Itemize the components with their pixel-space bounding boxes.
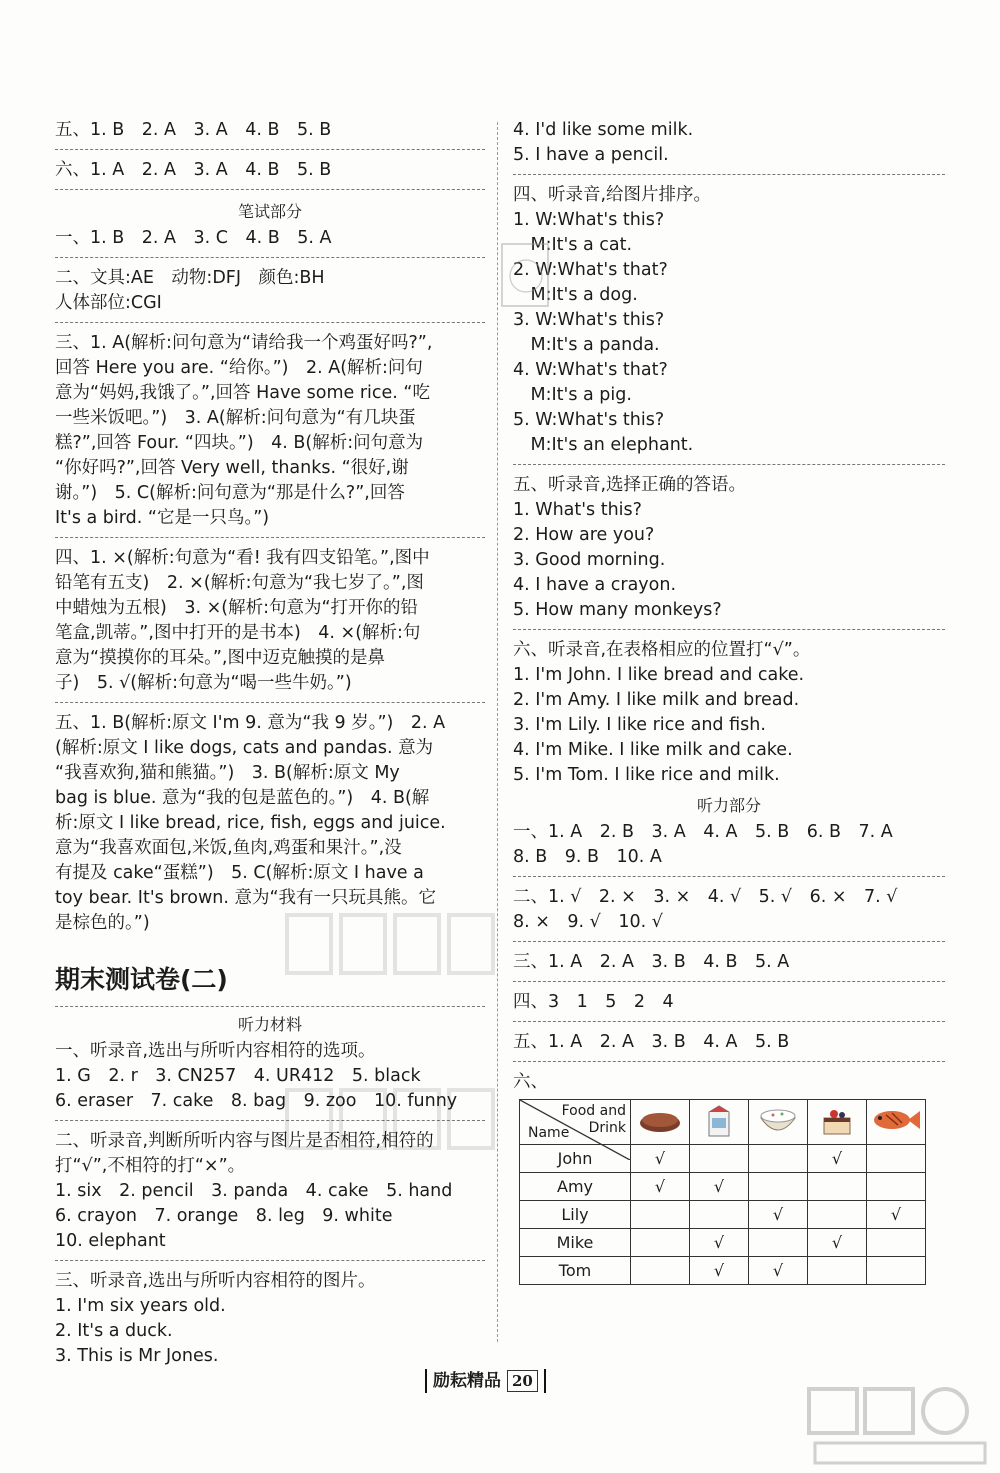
mark-cell	[749, 1173, 808, 1201]
header-name-label: Name	[528, 1125, 570, 1141]
mark-cell	[808, 1257, 867, 1285]
question-line: 5. How many monkeys?	[513, 600, 722, 620]
answer-line: 意为“我喜欢面包,米饭,鱼肉,鸡蛋和果汁。”,没	[55, 838, 402, 858]
answer-line: 一、1. A 2. B 3. A 4. A 5. B 6. B 7. A	[513, 822, 893, 842]
question-line: 4. I have a crayon.	[513, 575, 677, 595]
question-line: 3. Good morning.	[513, 550, 666, 570]
mark-cell: √	[631, 1173, 690, 1201]
question-line: M:It's a panda.	[513, 335, 660, 355]
question-line: 3. W:What's this?	[513, 310, 665, 330]
question-block	[513, 638, 945, 788]
mark-cell	[867, 1173, 926, 1201]
brand-label	[425, 1369, 546, 1393]
mark-cell	[690, 1145, 749, 1173]
table-row	[520, 1257, 926, 1285]
answer-block	[55, 331, 485, 538]
question-line: 一、听录音,选出与所听内容相符的选项。	[55, 1041, 376, 1061]
section-title: 听力部分	[696, 796, 761, 815]
question-line: 2. How are you?	[513, 525, 655, 545]
mark-cell: √	[690, 1229, 749, 1257]
question-line: 1. I'm John. I like bread and cake.	[513, 665, 805, 685]
answer-line: 笔盒,凯蒂。”,图中打开的是书本) 4. ×(解析:句	[55, 623, 421, 643]
section-title: 听力材料	[237, 1015, 302, 1034]
food-table	[519, 1099, 926, 1285]
mark-cell: √	[808, 1229, 867, 1257]
answer-line: 五、1. B 2. A 3. A 4. B 5. B	[55, 118, 485, 150]
question-line: 2. I'm Amy. I like milk and bread.	[513, 690, 800, 710]
answer-line: 糕?”,回答 Four. “四块。”) 4. B(解析:问句意为	[55, 433, 424, 453]
table-row	[520, 1229, 926, 1257]
section-title: 笔试部分	[237, 202, 302, 221]
answer-line: 二、文具:AE 动物:DFJ 颜色:BH	[55, 268, 325, 288]
row-name: Lily	[520, 1201, 631, 1229]
mark-cell: √	[867, 1201, 926, 1229]
answer-line: 人体部位:CGI	[55, 291, 485, 323]
answer-line: 是棕色的。”)	[55, 913, 150, 933]
question-line: 1. six 2. pencil 3. panda 4. cake 5. hand	[55, 1181, 453, 1201]
watermark-logo	[805, 1385, 995, 1473]
question-block	[513, 183, 945, 465]
question-line: 二、听录音,判断所听内容与图片是否相符,相符的	[55, 1131, 434, 1151]
right-column	[513, 118, 945, 1285]
answer-line: 8. B 9. B 10. A	[513, 847, 662, 867]
row-name: Amy	[520, 1173, 631, 1201]
answer-line: 二、1. √ 2. × 3. × 4. √ 5. √ 6. × 7. √	[513, 887, 898, 907]
answer-line: 四、3 1 5 2 4	[513, 990, 945, 1022]
question-line: 6. crayon 7. orange 8. leg 9. white	[55, 1206, 393, 1226]
bread-icon	[631, 1100, 690, 1145]
mark-cell	[867, 1229, 926, 1257]
exam-title: 期末测试卷(二)	[55, 958, 485, 1007]
question-block	[55, 1269, 485, 1369]
answer-line: bag is blue. 意为“我的包是蓝色的。”) 4. B(解	[55, 788, 430, 808]
mark-cell	[631, 1229, 690, 1257]
mark-cell: √	[808, 1145, 867, 1173]
answer-line: (解析:原文 I like dogs, cats and pandas. 意为	[55, 738, 434, 758]
left-column	[55, 118, 485, 1369]
answer-line: 谢。”) 5. C(解析:问句意为“那是什么?”,回答	[55, 483, 405, 503]
page-number: 20	[507, 1370, 538, 1392]
answer-line: 一些米饭吧。”) 3. A(解析:问句意为“有几块蛋	[55, 408, 416, 428]
question-line: 5. W:What's this?	[513, 410, 665, 430]
question-line: 3. I'm Lily. I like rice and fish.	[513, 715, 766, 735]
mark-cell	[808, 1201, 867, 1229]
question-line: 1. G 2. r 3. CN257 4. UR412 5. black	[55, 1066, 421, 1086]
table-header-row	[520, 1100, 926, 1145]
diagonal-header-cell	[520, 1100, 631, 1145]
question-line: 6. eraser 7. cake 8. bag 9. zoo 10. funny	[55, 1091, 458, 1111]
question-line: M:It's an elephant.	[513, 435, 694, 455]
question-line: 4. I'm Mike. I like milk and cake.	[513, 740, 793, 760]
question-line: 2. W:What's that?	[513, 260, 668, 280]
answer-line: 意为“摸摸你的耳朵。”,图中迈克触摸的是鼻	[55, 648, 385, 668]
answer-line: 析:原文 I like bread, rice, fish, eggs and juice.	[55, 813, 446, 833]
mark-cell: √	[631, 1145, 690, 1173]
question-line: 六、听录音,在表格相应的位置打“√”。	[513, 640, 811, 660]
table-row	[520, 1201, 926, 1229]
answer-line: 三、1. A 2. A 3. B 4. B 5. A	[513, 950, 945, 982]
mark-cell: √	[749, 1257, 808, 1285]
rice-icon	[749, 1100, 808, 1145]
question-block	[55, 1129, 485, 1261]
question-line: 4. W:What's that?	[513, 360, 668, 380]
answer-block	[513, 820, 945, 877]
mark-cell	[867, 1257, 926, 1285]
answer-line: 回答 Here you are. “给你。”) 2. A(解析:问句	[55, 358, 423, 378]
mark-cell	[690, 1201, 749, 1229]
question-line: 4. I'd like some milk.	[513, 120, 694, 140]
answer-line: 四、1. ×(解析:句意为“看! 我有四支铅笔。”,图中	[55, 548, 430, 568]
question-line: 三、听录音,选出与所听内容相符的图片。	[55, 1271, 376, 1291]
answer-line: 铅笔有五支) 2. ×(解析:句意为“我七岁了。”,图	[55, 573, 424, 593]
mark-cell	[749, 1229, 808, 1257]
row-name: Tom	[520, 1257, 631, 1285]
answer-line: 五、1. A 2. A 3. B 4. A 5. B	[513, 1030, 945, 1062]
milk-icon	[690, 1100, 749, 1145]
question-line: M:It's a dog.	[513, 285, 638, 305]
mark-cell	[631, 1257, 690, 1285]
question-line: 1. I'm six years old.	[55, 1296, 226, 1316]
question-line: 1. W:What's this?	[513, 210, 665, 230]
cake-icon	[808, 1100, 867, 1145]
mark-cell: √	[690, 1257, 749, 1285]
answer-line: 六、1. A 2. A 3. A 4. B 5. B	[55, 158, 485, 190]
fish-icon	[867, 1100, 926, 1145]
question-line: 3. This is Mr Jones.	[55, 1346, 219, 1366]
answer-line: “我喜欢狗,猫和熊猫。”) 3. B(解析:原文 My	[55, 763, 400, 783]
brand-name: 励耘精品	[433, 1371, 501, 1391]
answer-line: “你好吗?”,回答 Very well, thanks. “很好,谢	[55, 458, 409, 478]
mark-cell: √	[749, 1201, 808, 1229]
answer-line: 中蜡烛为五根) 3. ×(解析:句意为“打开你的铅	[55, 598, 419, 618]
question-line: 5. I'm Tom. I like rice and milk.	[513, 765, 780, 785]
answer-line: 8. × 9. √ 10. √	[513, 912, 663, 932]
answer-line: 三、1. A(解析:问句意为“请给我一个鸡蛋好吗?”,	[55, 333, 433, 353]
answer-block	[55, 711, 485, 936]
question-line: 10. elephant	[55, 1231, 166, 1251]
header-food-label	[562, 1103, 626, 1137]
question-line: 2. It's a duck.	[55, 1321, 173, 1341]
header-drink-text: Drink	[588, 1120, 626, 1136]
answer-line: toy bear. It's brown. 意为“我有一只玩具熊。它	[55, 888, 437, 908]
question-block	[55, 1039, 485, 1121]
question-line: 打“√”,不相符的打“×”。	[55, 1156, 246, 1176]
table-row	[520, 1173, 926, 1201]
answer-line: It's a bird. “它是一只鸟。”)	[55, 508, 270, 528]
answer-line: 五、1. B(解析:原文 I'm 9. 意为“我 9 岁。”) 2. A	[55, 713, 446, 733]
header-food-text: Food and	[561, 1103, 626, 1119]
question-line: 五、听录音,选择正确的答语。	[513, 475, 747, 495]
answer-line: 六、	[513, 1072, 548, 1092]
stamp-logo	[498, 238, 554, 314]
answer-line: 意为“妈妈,我饿了。”,回答 Have some rice. “吃	[55, 383, 430, 403]
question-line: 1. What's this?	[513, 500, 642, 520]
question-line: M:It's a cat.	[513, 235, 633, 255]
question-block	[513, 118, 945, 175]
question-line: M:It's a pig.	[513, 385, 632, 405]
answer-block	[55, 546, 485, 703]
question-line: 5. I have a pencil.	[513, 145, 669, 165]
answer-line: 有提及 cake“蛋糕”) 5. C(解析:原文 I have a	[55, 863, 424, 883]
mark-cell	[631, 1201, 690, 1229]
mark-cell	[808, 1173, 867, 1201]
answer-block	[513, 885, 945, 942]
row-name: John	[520, 1145, 631, 1173]
answer-line: 一、1. B 2. A 3. C 4. B 5. A	[55, 226, 485, 258]
question-block	[513, 473, 945, 630]
row-name: Mike	[520, 1229, 631, 1257]
answer-line: 子) 5. √(解析:句意为“喝一些牛奶。”)	[55, 673, 352, 693]
page-footer	[425, 1369, 546, 1393]
mark-cell	[749, 1145, 808, 1173]
mark-cell: √	[690, 1173, 749, 1201]
question-line: 四、听录音,给图片排序。	[513, 185, 712, 205]
mark-cell	[867, 1145, 926, 1173]
